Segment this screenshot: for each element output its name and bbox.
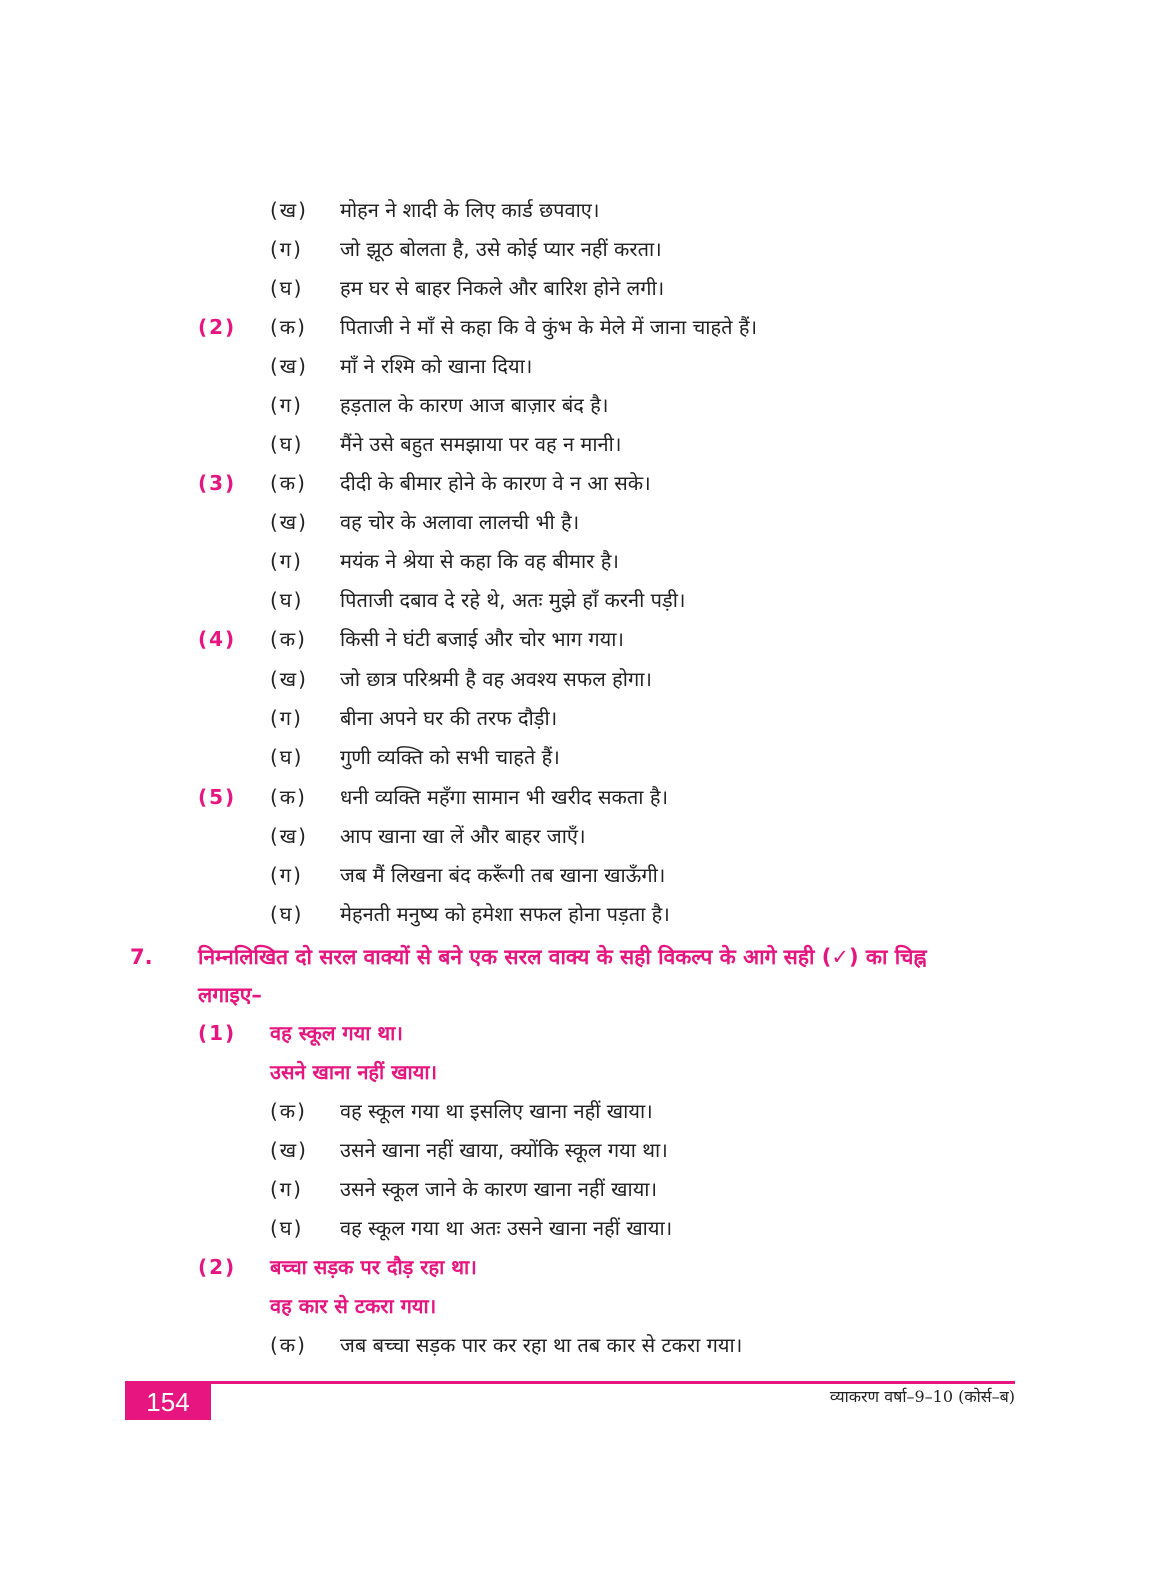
part-number: (2) xyxy=(198,1255,237,1279)
option-label: (ख) xyxy=(270,667,308,691)
footer-rule xyxy=(125,1381,1015,1384)
option-text: दीदी के बीमार होने के कारण वे न आ सके। xyxy=(340,471,651,495)
option-label: (ग) xyxy=(270,1177,303,1201)
option-label: (घ) xyxy=(270,1216,304,1240)
option-label: (क) xyxy=(270,785,307,809)
option-text: मैंने उसे बहुत समझाया पर वह न मानी। xyxy=(340,432,622,456)
option-label: (ग) xyxy=(270,863,303,887)
option-text: जो छात्र परिश्रमी है वह अवश्य सफल होगा। xyxy=(340,667,652,691)
option-label: (ख) xyxy=(270,1138,308,1162)
option-text: जो झूठ बोलता है, उसे कोई प्यार नहीं करता। xyxy=(340,237,662,261)
option-text: जब बच्चा सड़क पार कर रहा था तब कार से टकरा गया। xyxy=(340,1333,743,1357)
option-label: (क) xyxy=(270,471,307,495)
option-label: (ख) xyxy=(270,198,308,222)
option-text: बीना अपने घर की तरफ दौड़ी। xyxy=(340,706,558,730)
group-number: (3) xyxy=(198,471,237,495)
option-text: वह चोर के अलावा लालची भी है। xyxy=(340,510,580,534)
option-text: किसी ने घंटी बजाई और चोर भाग गया। xyxy=(340,627,625,651)
option-text: मेहनती मनुष्य को हमेशा सफल होना पड़ता है। xyxy=(340,902,670,926)
option-text: उसने खाना नहीं खाया, क्योंकि स्कूल गया था। xyxy=(340,1138,668,1162)
option-label: (घ) xyxy=(270,432,304,456)
part-number: (1) xyxy=(198,1021,237,1045)
option-label: (घ) xyxy=(270,902,304,926)
given-sentence: वह कार से टकरा गया। xyxy=(270,1294,437,1318)
option-label: (घ) xyxy=(270,588,304,612)
option-label: (ख) xyxy=(270,354,308,378)
option-label: (ग) xyxy=(270,393,303,417)
option-text: पिताजी दबाव दे रहे थे, अतः मुझे हाँ करनी पड़ी। xyxy=(340,588,686,612)
option-label: (घ) xyxy=(270,745,304,769)
option-text: पिताजी ने माँ से कहा कि वे कुंभ के मेले में जाना चाहते हैं। xyxy=(340,315,758,339)
option-label: (ग) xyxy=(270,706,303,730)
option-text: धनी व्यक्ति महँगा सामान भी खरीद सकता है। xyxy=(340,785,669,809)
question-text: निम्नलिखित दो सरल वाक्यों से बने एक सरल वाक्य के सही विकल्प के आगे सही (✓) का चिह्न xyxy=(198,945,927,969)
option-label: (क) xyxy=(270,315,307,339)
group-number: (5) xyxy=(198,785,237,809)
option-text: जब मैं लिखना बंद करूँगी तब खाना खाऊँगी। xyxy=(340,863,666,887)
group-number: (4) xyxy=(198,627,237,651)
option-text: उसने स्कूल जाने के कारण खाना नहीं खाया। xyxy=(340,1177,658,1201)
question-number: 7. xyxy=(130,945,153,969)
option-text: वह स्कूल गया था इसलिए खाना नहीं खाया। xyxy=(340,1099,653,1123)
option-text: हड़ताल के कारण आज बाज़ार बंद है। xyxy=(340,393,609,417)
book-title: व्याकरण वर्षा–9–10 (कोर्स–ब) xyxy=(829,1387,1015,1406)
question-text-continued: लगाइए– xyxy=(198,983,262,1007)
option-text: आप खाना खा लें और बाहर जाएँ। xyxy=(340,824,586,848)
group-number: (2) xyxy=(198,315,237,339)
given-sentence: उसने खाना नहीं खाया। xyxy=(270,1060,438,1084)
option-label: (ख) xyxy=(270,510,308,534)
option-label: (ग) xyxy=(270,237,303,261)
option-text: हम घर से बाहर निकले और बारिश होने लगी। xyxy=(340,276,665,300)
option-text: वह स्कूल गया था अतः उसने खाना नहीं खाया। xyxy=(340,1216,673,1240)
option-label: (क) xyxy=(270,1099,307,1123)
option-label: (घ) xyxy=(270,276,304,300)
page-number: 154 xyxy=(125,1384,211,1420)
option-label: (ख) xyxy=(270,824,308,848)
option-label: (ग) xyxy=(270,549,303,573)
option-text: गुणी व्यक्ति को सभी चाहते हैं। xyxy=(340,745,560,769)
option-label: (क) xyxy=(270,627,307,651)
given-sentence: वह स्कूल गया था। xyxy=(270,1021,403,1045)
option-text: माँ ने रश्मि को खाना दिया। xyxy=(340,354,533,378)
option-text: मोहन ने शादी के लिए कार्ड छपवाए। xyxy=(340,198,600,222)
option-text: मयंक ने श्रेया से कहा कि वह बीमार है। xyxy=(340,549,619,573)
option-label: (क) xyxy=(270,1333,307,1357)
given-sentence: बच्चा सड़क पर दौड़ रहा था। xyxy=(270,1255,477,1279)
